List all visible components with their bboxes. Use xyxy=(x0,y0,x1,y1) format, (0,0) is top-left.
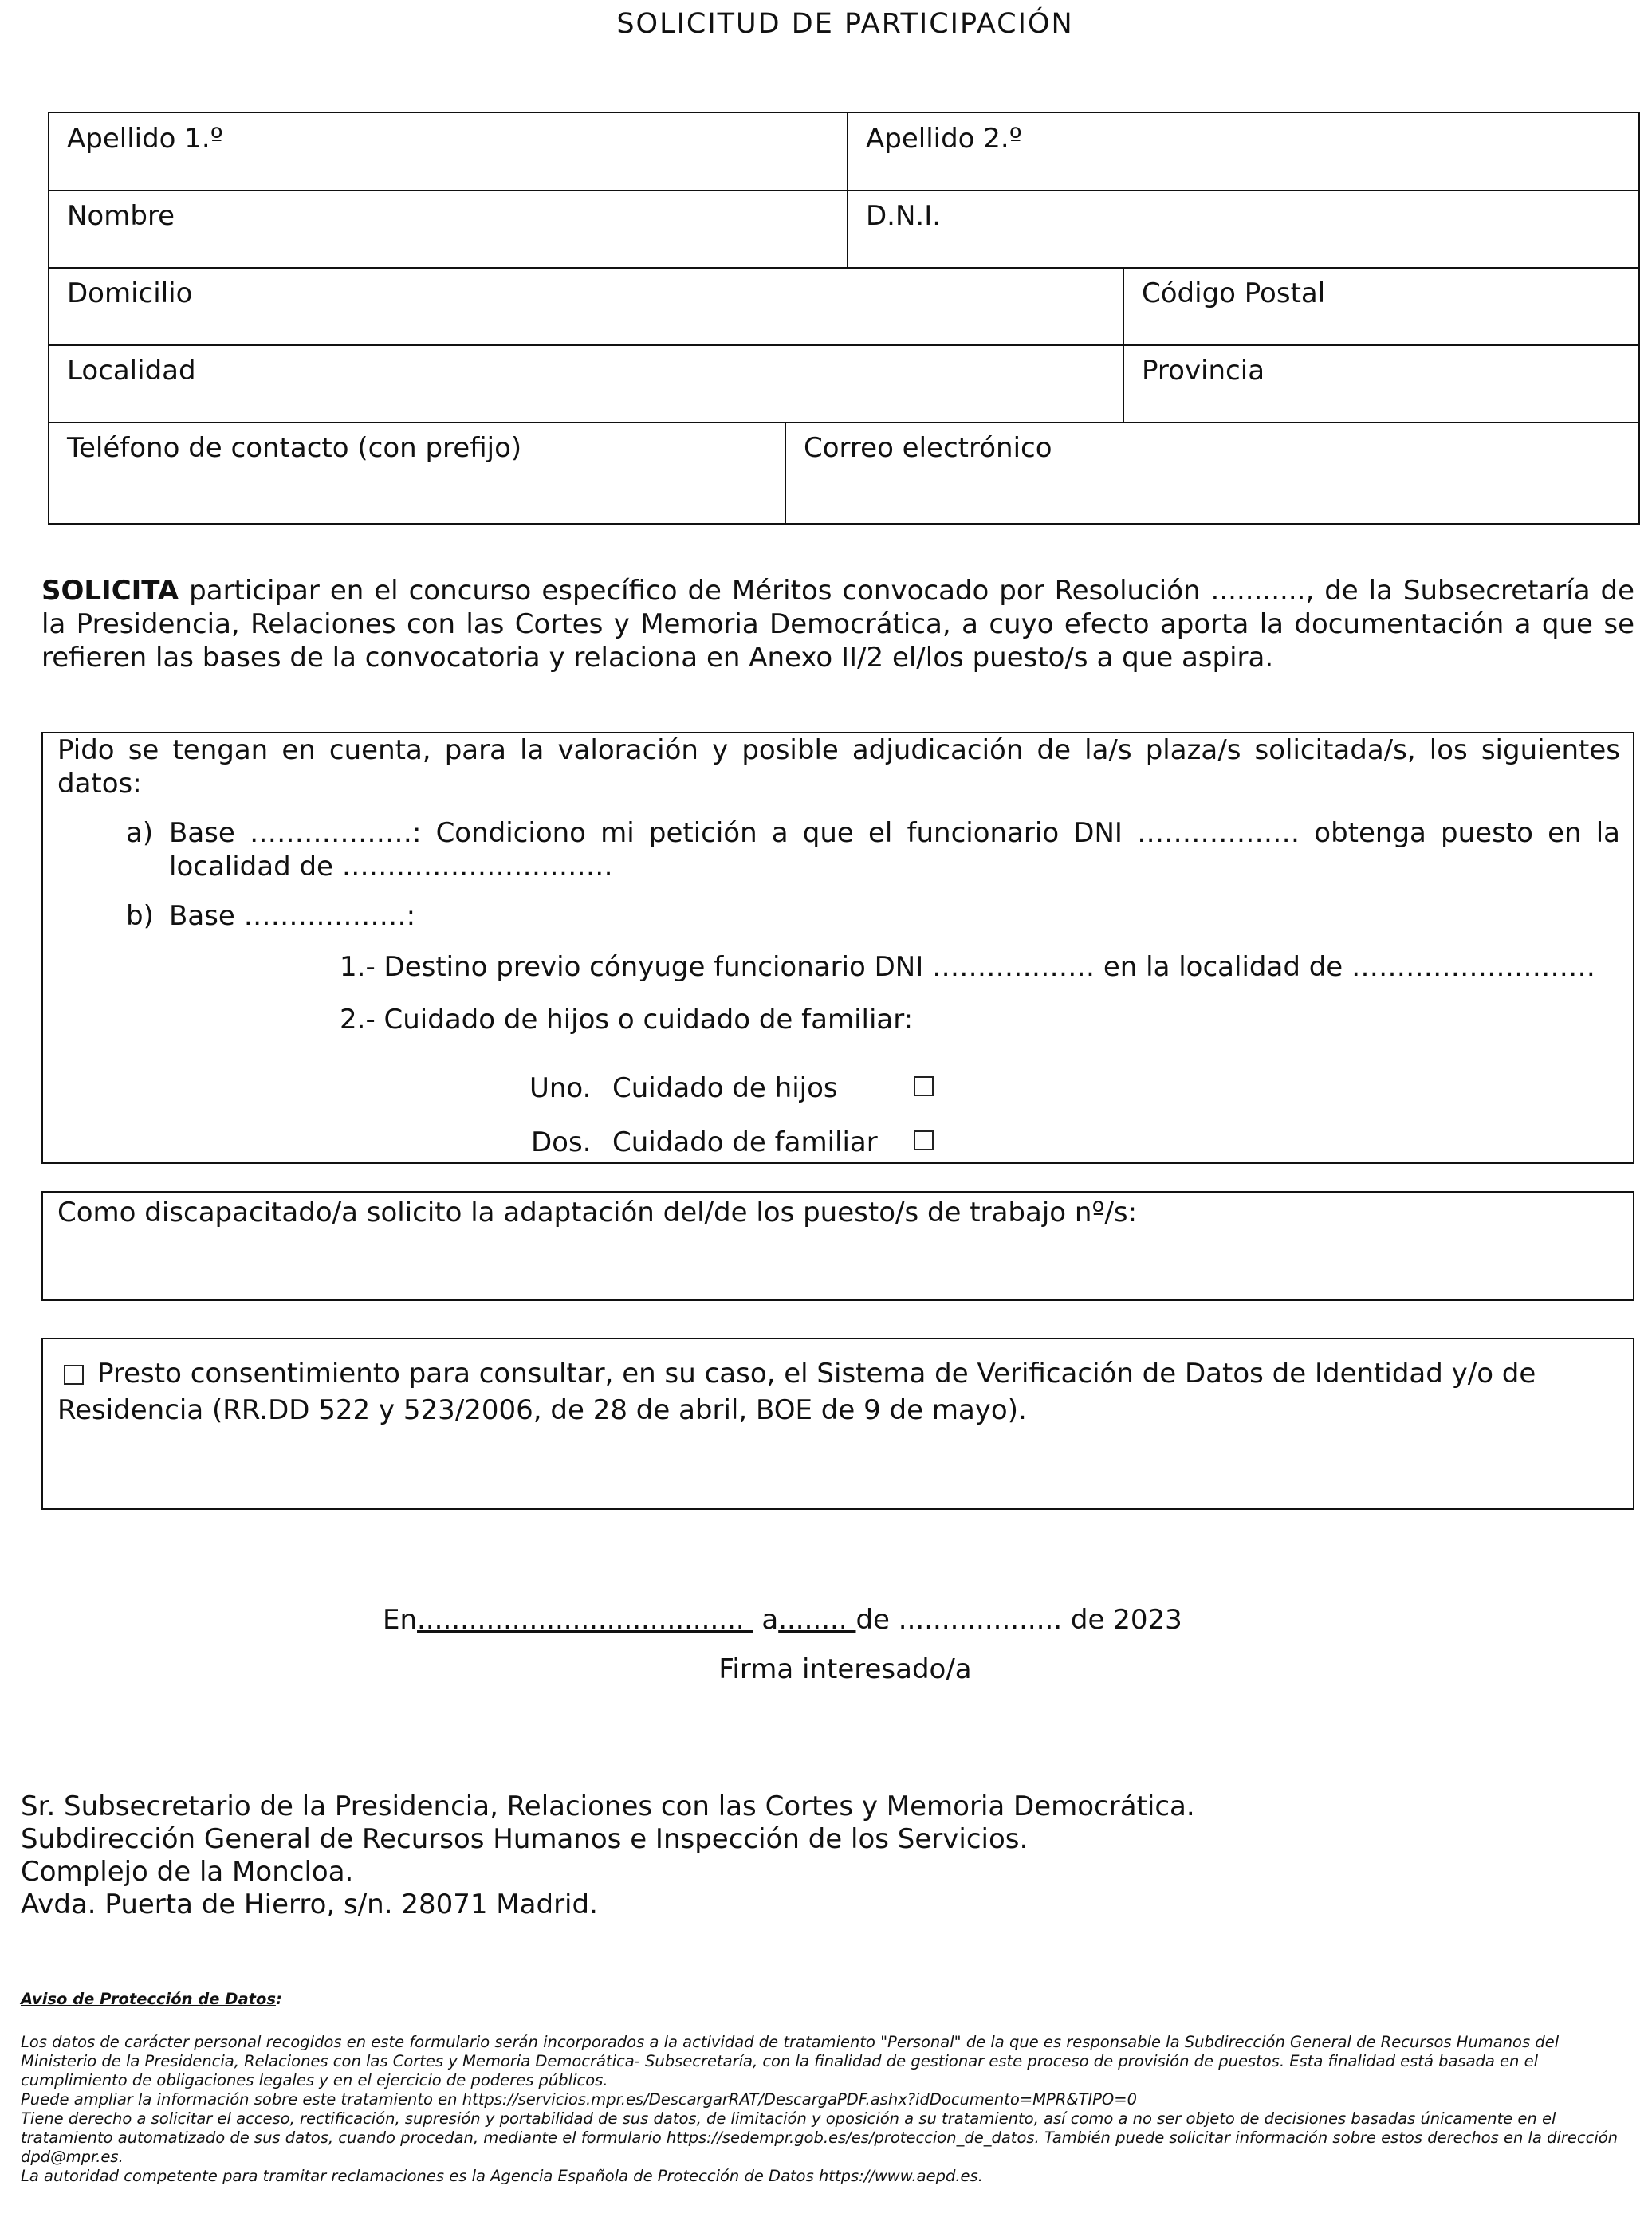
option-a-line1: Base ………………: Condiciono mi petición a que el funcionario DNI ……………… obtenga puesto en la xyxy=(169,817,1620,849)
aviso-title-text: Aviso de Protección de Datos xyxy=(21,1990,276,2008)
uno-label: Uno. xyxy=(529,1072,592,1104)
firma-dia[interactable]: ........ xyxy=(778,1604,856,1636)
aviso-paragraph: La autoridad competente para tramitar reclamaciones es la Agencia Española de Protección de Datos https://www.aepd.es. xyxy=(21,2167,983,2185)
solicita-text: participar en el concurso específico de Méritos convocado por Resolución ..........., de la Subsecretaría de la Presidencia, Relaciones con las Cortes y Memoria Democrática, a cuyo efecto aporta la documentación a que se refieren las bases de la convocatoria y relaciona en Anexo II/2 el/los puesto/s a que aspira. xyxy=(41,575,1634,674)
aviso-body xyxy=(21,2033,1623,2186)
pido-intro: Pido se tengan en cuenta, para la valoración y posible adjudicación de la/s plaza/s solicitada/s, los siguientes datos: xyxy=(57,734,1620,800)
solicita-paragraph xyxy=(41,574,1634,674)
nombre-field[interactable]: Nombre xyxy=(67,200,175,232)
discapacitado-text: Como discapacitado/a solicito la adaptación del/de los puesto/s de trabajo nº/s: xyxy=(57,1197,1138,1228)
uno-text: Cuidado de hijos xyxy=(612,1072,838,1104)
consentimiento-text: Presto consentimiento para consultar, en su caso, el Sistema de Verificación de Datos de Identidad y/o de Residencia (RR.DD 522 y 523/2006, de 28 de abril, BOE de 9 de mayo). xyxy=(57,1358,1536,1426)
option-a-marker: a) xyxy=(126,817,154,849)
telefono-field[interactable]: Teléfono de contacto (con prefijo) xyxy=(67,432,522,464)
firma-en: En xyxy=(383,1604,418,1636)
cuidado-hijos-checkbox[interactable] xyxy=(914,1076,934,1096)
aviso-paragraph: Los datos de carácter personal recogidos en este formulario serán incorporados a la actividad de tratamiento "Personal" de la que es responsable la Subdirección General de Recursos Humanos del Ministerio de la Presidencia, Relaciones con las Cortes y Memoria Democrática- Subsecretaría, con la finalidad de gestionar este proceso de provisión de puestos. Esta finalidad está basada en el cumplimiento de obligaciones legales y en el ejercicio de poderes públicos. xyxy=(21,2033,1560,2089)
discapacitado-section[interactable] xyxy=(41,1191,1634,1301)
option-b-item1: 1.- Destino previo cónyuge funcionario DNI ……………… en la localidad de ……………………… xyxy=(340,951,1596,983)
destinatario-line: Sr. Subsecretario de la Presidencia, Relaciones con las Cortes y Memoria Democrática. xyxy=(21,1790,1195,1822)
firma-de-mes: de ................... de 2023 xyxy=(856,1604,1182,1636)
aviso-paragraph: Puede ampliar la información sobre este tratamiento en https://servicios.mpr.es/DescargarRAT/DescargaPDF.ashx?idDocumento=MPR&TIPO=0 xyxy=(21,2090,1138,2109)
firma-label: Firma interesado/a xyxy=(718,1653,972,1685)
option-b-text: Base ………………: xyxy=(169,900,416,932)
option-b-item2: 2.- Cuidado de hijos o cuidado de familiar: xyxy=(340,1004,914,1036)
localidad-field[interactable]: Localidad xyxy=(67,355,196,387)
cuidado-familiar-checkbox[interactable] xyxy=(914,1130,934,1150)
dni-field[interactable]: D.N.I. xyxy=(866,200,942,232)
correo-field[interactable]: Correo electrónico xyxy=(804,432,1052,464)
aviso-title: Aviso de Protección de Datos: xyxy=(21,1990,282,2008)
destinatario-line: Avda. Puerta de Hierro, s/n. 28071 Madrid. xyxy=(21,1889,598,1920)
firma-lugar-fecha xyxy=(383,1604,1182,1636)
destinatario xyxy=(21,1790,1195,1921)
option-b-marker: b) xyxy=(126,900,154,932)
dos-label: Dos. xyxy=(531,1126,592,1158)
destinatario-line: Complejo de la Moncloa. xyxy=(21,1856,354,1888)
firma-lugar[interactable]: ...................................... xyxy=(417,1604,753,1636)
provincia-field[interactable]: Provincia xyxy=(1142,355,1265,387)
page-title: SOLICITUD DE PARTICIPACIÓN xyxy=(616,8,1074,40)
codigo-postal-field[interactable]: Código Postal xyxy=(1142,277,1326,309)
option-a-line2: localidad de ………………………… xyxy=(169,851,613,882)
pido-section xyxy=(41,732,1634,1164)
destinatario-line: Subdirección General de Recursos Humanos e Inspección de los Servicios. xyxy=(21,1823,1029,1855)
dos-text: Cuidado de familiar xyxy=(612,1126,878,1158)
personal-data-table xyxy=(48,112,1640,525)
solicita-keyword: SOLICITA xyxy=(41,575,179,607)
domicilio-field[interactable]: Domicilio xyxy=(67,277,193,309)
aviso-paragraph: Tiene derecho a solicitar el acceso, rectificación, supresión y portabilidad de sus datos, de limitación y oposición a su tratamiento, así como a no ser objeto de decisiones basadas únicamente en el tratamiento automatizado de sus datos, cuando procedan, mediante el formulario https://sedempr.gob.es/es/proteccion_de_datos. También puede solicitar información sobre estos derechos en la dirección dpd@mpr.es. xyxy=(21,2109,1619,2166)
apellido1-field[interactable]: Apellido 1.º xyxy=(67,123,223,155)
apellido2-field[interactable]: Apellido 2.º xyxy=(866,123,1022,155)
consentimiento-section xyxy=(41,1338,1634,1510)
firma-a: a xyxy=(761,1604,779,1636)
